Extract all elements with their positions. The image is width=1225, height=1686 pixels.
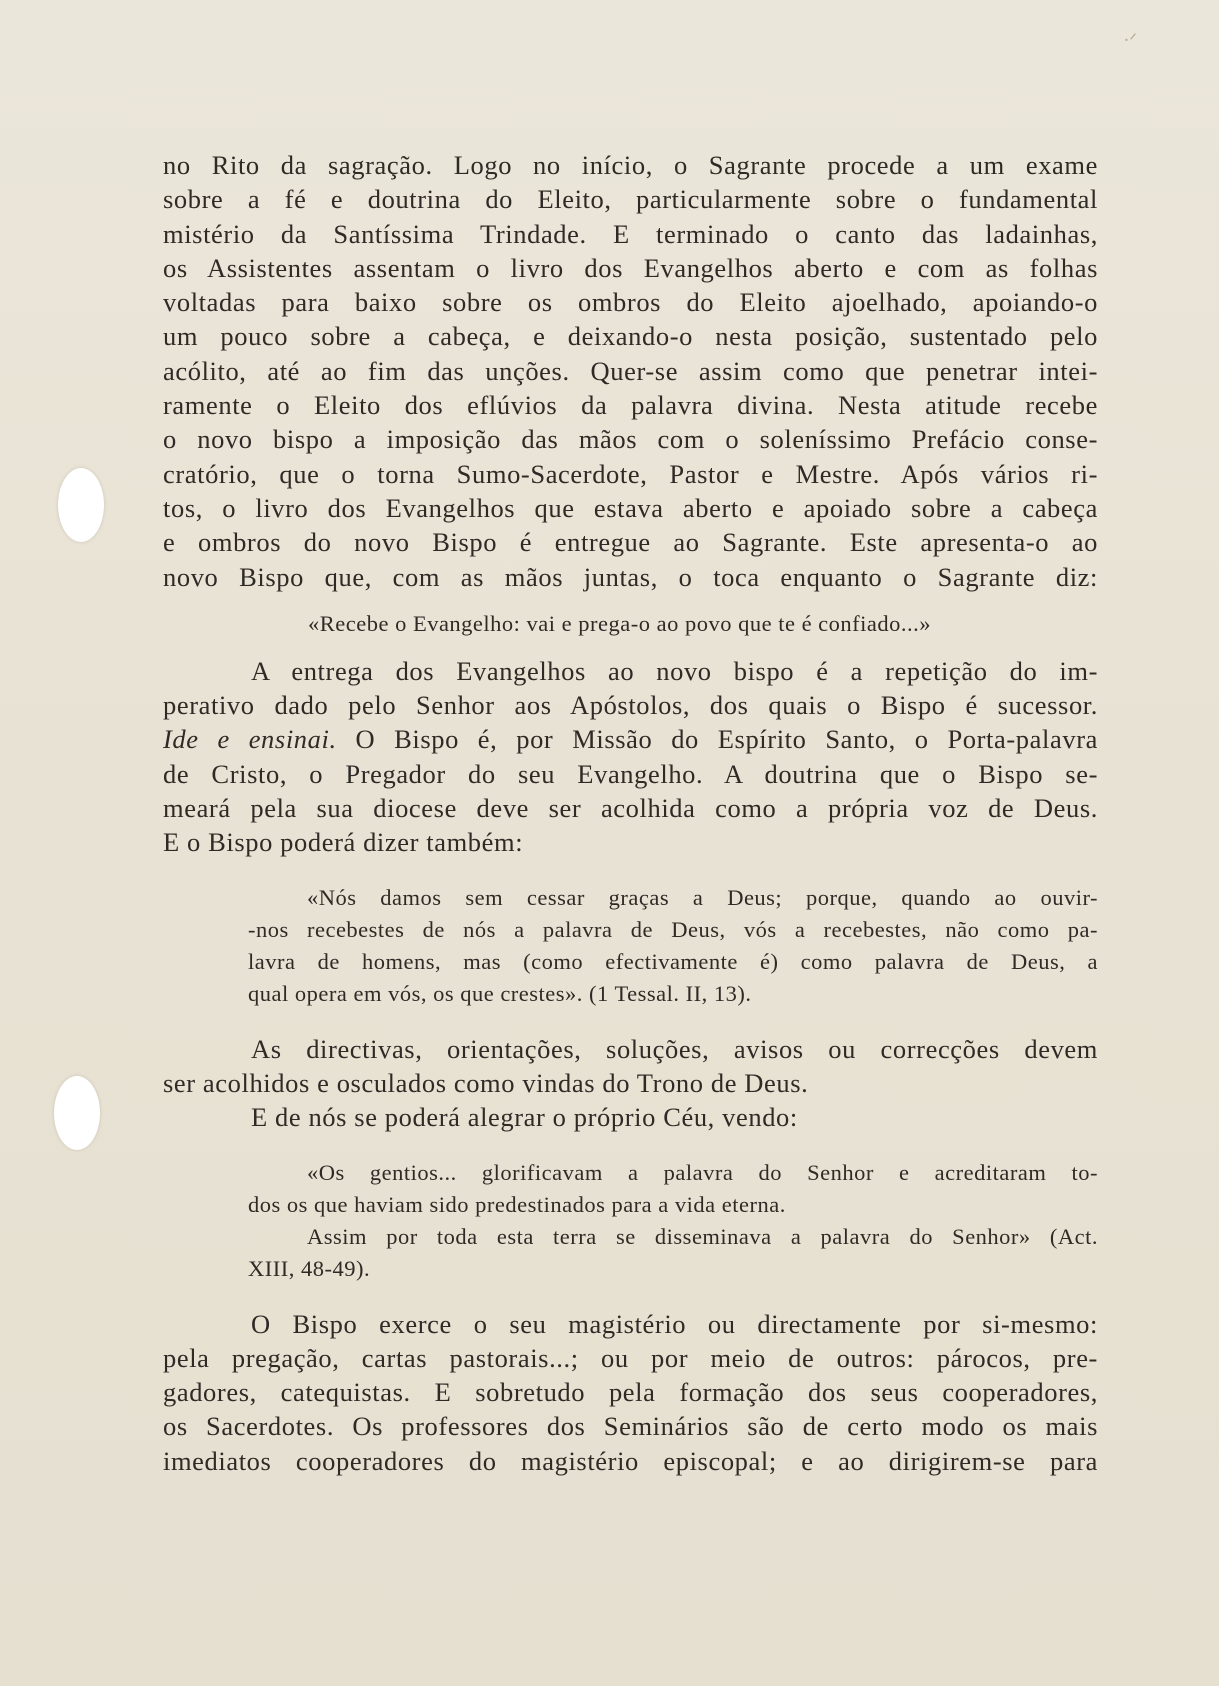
- text-span: O Bispo é, por Missão do Espírito Santo, o Porta-palavra: [336, 724, 1098, 755]
- text-line: O Bispo exerce o seu magistério ou directamente por si-mesmo:: [251, 1308, 1098, 1339]
- text-line: voltadas para baixo sobre os ombros do Eleito ajoelhado, apoiando-o: [163, 287, 1098, 318]
- text-line: meará pela sua diocese deve ser acolhida como a própria voz de Deus.: [163, 793, 1098, 824]
- paragraph-3: [163, 1032, 1098, 1101]
- text-line: ser acolhidos e osculados como vindas do Trono de Deus.: [163, 1067, 809, 1098]
- text-line: [163, 722, 1098, 756]
- text-line: os Assistentes assentam o livro dos Evangelhos aberto e com as folhas: [163, 252, 1098, 283]
- text-line: sobre a fé e doutrina do Eleito, particularmente sobre o fundamental: [163, 184, 1098, 215]
- italic-phrase: Ide e ensinai.: [163, 724, 337, 755]
- quote-line: «Os gentios... glorificavam a palavra do Senhor e acreditaram to-: [307, 1159, 1098, 1185]
- text-line: imediatos cooperadores do magistério episcopal; e ao dirigirem-se para: [163, 1445, 1098, 1476]
- quote-1: «Recebe o Evangelho: vai e prega-o ao povo que te é confiado...»: [308, 610, 932, 636]
- paragraph-5: [163, 1307, 1098, 1478]
- paragraph-1: [163, 148, 1098, 594]
- text-line: no Rito da sagração. Logo no início, o Sagrante procede a um exame: [163, 150, 1098, 180]
- quote-line: -nos recebestes de nós a palavra de Deus, vós a recebestes, não como pa-: [248, 916, 1098, 942]
- quote-line: lavra de homens, mas (como efectivamente é) como palavra de Deus, a: [248, 948, 1098, 974]
- punch-hole: [58, 468, 104, 542]
- page-mark: ·ᐟ: [1123, 30, 1137, 51]
- quote-line: qual opera em vós, os que crestes». (1 Tessal. II, 13).: [248, 980, 752, 1006]
- paragraph-2: [163, 654, 1098, 860]
- text-line: E de nós se poderá alegrar o próprio Céu, vendo:: [251, 1102, 798, 1133]
- quote-2: [163, 882, 1098, 1010]
- text-line: pela pregação, cartas pastorais...; ou por meio de outros: párocos, pre-: [163, 1342, 1098, 1373]
- quote-line: dos os que haviam sido predestinados para a vida eterna.: [248, 1191, 786, 1217]
- text-line: A entrega dos Evangelhos ao novo bispo é a repetição do im-: [251, 655, 1098, 686]
- quote-line: Assim por toda esta terra se disseminava a palavra do Senhor» (Act.: [307, 1223, 1098, 1249]
- text-line: ramente o Eleito dos eflúvios da palavra divina. Nesta atitude recebe: [163, 390, 1098, 421]
- text-line: novo Bispo que, com as mãos juntas, o toca enquanto o Sagrante diz:: [163, 561, 1098, 592]
- text-line: mistério da Santíssima Trindade. E terminado o canto das ladainhas,: [163, 218, 1098, 249]
- quote-3: [163, 1157, 1098, 1285]
- text-line: de Cristo, o Pregador do seu Evangelho. A doutrina que o Bispo se-: [163, 758, 1098, 789]
- body-text: [163, 148, 1098, 1478]
- text-line: cratório, que o torna Sumo-Sacerdote, Pastor e Mestre. Após vários ri-: [163, 458, 1098, 489]
- page-edge: [1219, 0, 1225, 1686]
- text-line: gadores, catequistas. E sobretudo pela formação dos seus cooperadores,: [163, 1377, 1098, 1408]
- text-line: o novo bispo a imposição das mãos com o soleníssimo Prefácio conse-: [163, 424, 1098, 455]
- text-line: E o Bispo poderá dizer também:: [163, 827, 524, 858]
- text-line: tos, o livro dos Evangelhos que estava aberto e apoiado sobre a cabeça: [163, 492, 1098, 523]
- text-line: perativo dado pelo Senhor aos Apóstolos, dos quais o Bispo é sucessor.: [163, 690, 1098, 721]
- text-line: um pouco sobre a cabeça, e deixando-o nesta posição, sustentado pelo: [163, 321, 1098, 352]
- quote-line: «Nós damos sem cessar graças a Deus; porque, quando ao ouvir-: [307, 884, 1098, 910]
- text-line: e ombros do novo Bispo é entregue ao Sagrante. Este apresenta-o ao: [163, 527, 1098, 558]
- punch-hole: [54, 1076, 100, 1150]
- text-line: As directivas, orientações, soluções, avisos ou correcções devem: [251, 1033, 1098, 1064]
- text-line: os Sacerdotes. Os professores dos Seminários são de certo modo os mais: [163, 1411, 1098, 1442]
- text-line: acólito, até ao fim das unções. Quer-se assim como que penetrar intei-: [163, 355, 1098, 386]
- paragraph-4: [163, 1100, 1098, 1134]
- quote-line: XIII, 48-49).: [248, 1255, 371, 1281]
